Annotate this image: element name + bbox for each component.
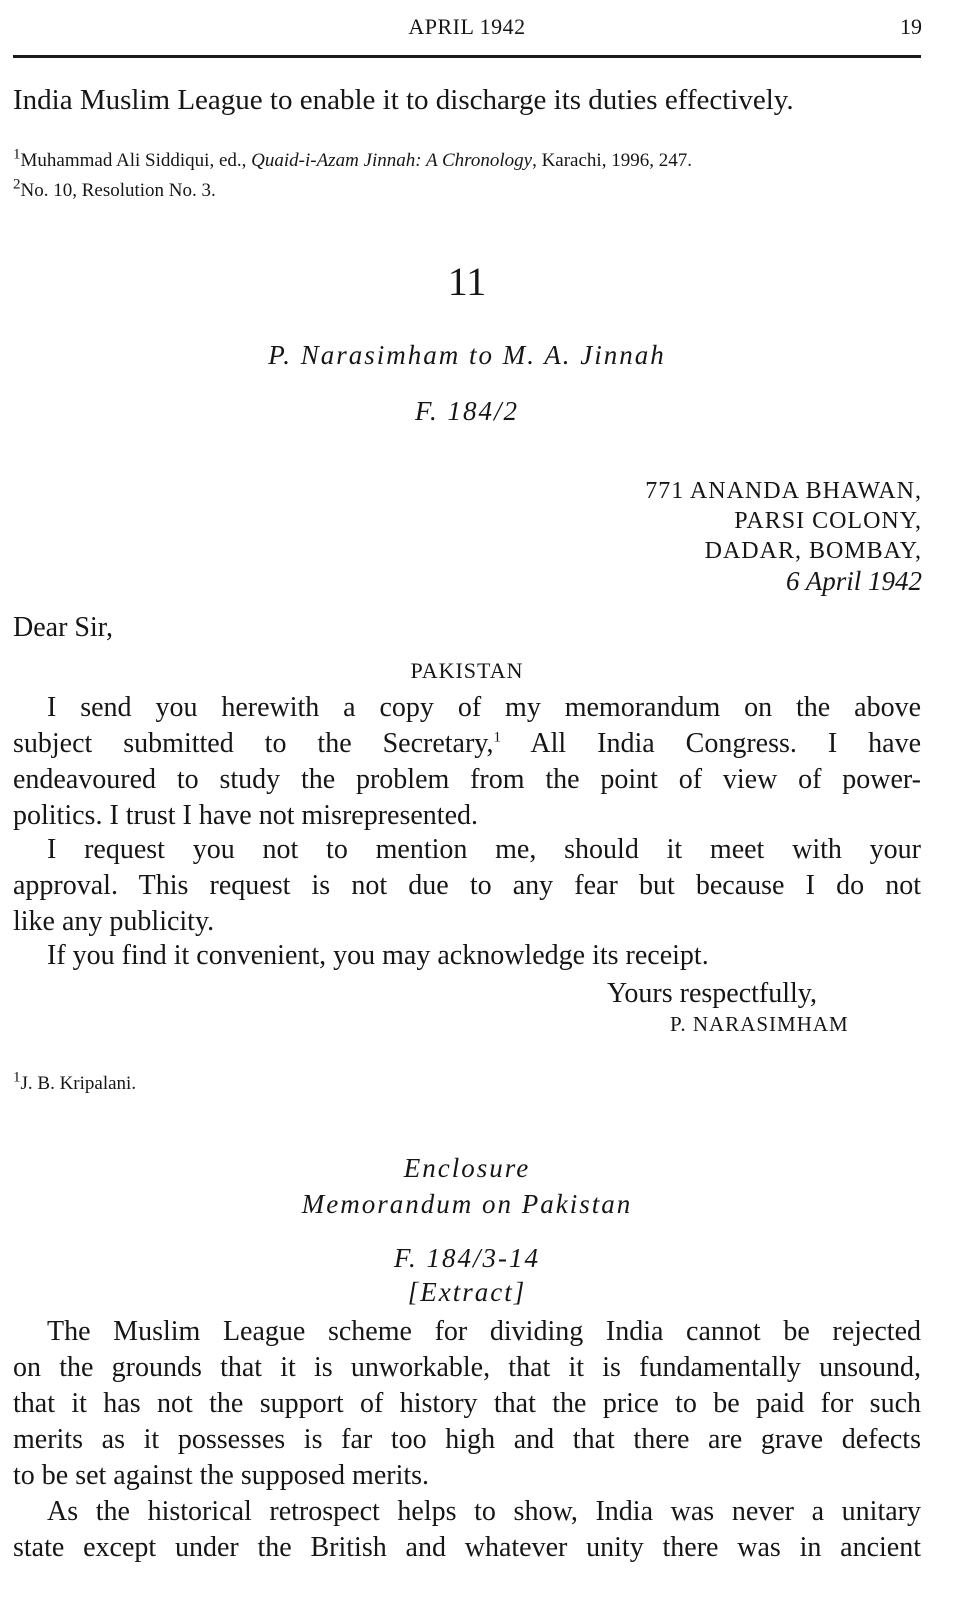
letter-line: politics. I trust I have not misrepresented.	[13, 800, 478, 831]
header-rule	[13, 55, 921, 58]
continuation-text: India Muslim League to enable it to discharge its duties effectively.	[13, 84, 794, 116]
closing: Yours respectfully,	[607, 978, 817, 1009]
footnote-mark: 1	[13, 146, 21, 163]
footnote-text: Muhammad Ali Siddiqui, ed.,	[20, 150, 252, 171]
footnote-text: J. B. Kripalani.	[20, 1073, 137, 1094]
footnote-1	[13, 146, 692, 172]
enclosure-file-reference: F. 184/3-14	[393, 1243, 540, 1273]
enclosure-line: that it has not the support of history that the price to be paid for such	[13, 1388, 921, 1419]
footnote-letter	[13, 1069, 137, 1095]
page-number: 19	[900, 14, 922, 39]
letter-line: approval. This request is not due to any fear but because I do not	[13, 870, 921, 901]
subject-heading: PAKISTAN	[410, 658, 524, 683]
footnote-mark: 1	[493, 729, 501, 746]
letter-date: 6 April 1942	[785, 566, 922, 596]
running-title: APRIL 1942	[408, 14, 526, 39]
enclosure-line: The Muslim League scheme for dividing India cannot be rejected	[47, 1316, 921, 1347]
letter-line: like any publicity.	[13, 906, 215, 937]
text-run: subject submitted to the Secretary,	[13, 728, 494, 759]
address-line-2: PARSI COLONY,	[734, 508, 922, 534]
footnote-book-title: Quaid-i-Azam Jinnah: A Chronology	[251, 150, 533, 171]
letter-line: If you find it convenient, you may acknowledge its receipt.	[47, 940, 709, 971]
footnote-2	[13, 176, 216, 202]
text-run: All India Congress. I have	[501, 728, 921, 759]
footnote-mark: 1	[13, 1069, 21, 1086]
letter-line: I send you herewith a copy of my memorandum on the above	[47, 692, 921, 723]
footnote-text: No. 10, Resolution No. 3.	[20, 180, 216, 201]
letter-line	[13, 728, 921, 760]
extract-label: [Extract]	[407, 1277, 527, 1307]
enclosure-label: Enclosure	[403, 1153, 531, 1183]
enclosure-line: merits as it possesses is far too high and that there are grave defects	[13, 1424, 921, 1455]
letter-line: endeavoured to study the problem from the point of view of power-	[13, 764, 921, 795]
address-line-1: 771 ANANDA BHAWAN,	[645, 478, 922, 504]
enclosure-line: As the historical retrospect helps to show, India was never a unitary	[47, 1496, 921, 1527]
enclosure-line: to be set against the supposed merits.	[13, 1460, 430, 1491]
signer-name: P. NARASIMHAM	[670, 1012, 849, 1036]
letter-line: I request you not to mention me, should it meet with your	[47, 834, 921, 865]
footnote-mark: 2	[13, 176, 21, 193]
enclosure-title: Memorandum on Pakistan	[301, 1189, 633, 1219]
enclosure-line: on the grounds that it is unworkable, that it is fundamentally unsound,	[13, 1352, 921, 1383]
address-line-3: DADAR, BOMBAY,	[704, 538, 922, 564]
sender-line: P. Narasimham to M. A. Jinnah	[268, 340, 666, 370]
enclosure-line: state except under the British and whatever unity there was in ancient	[13, 1532, 921, 1563]
document-number: 11	[447, 259, 487, 304]
footnote-text: , Karachi, 1996, 247.	[532, 150, 692, 171]
file-reference: F. 184/2	[414, 396, 519, 426]
salutation: Dear Sir,	[13, 612, 113, 643]
